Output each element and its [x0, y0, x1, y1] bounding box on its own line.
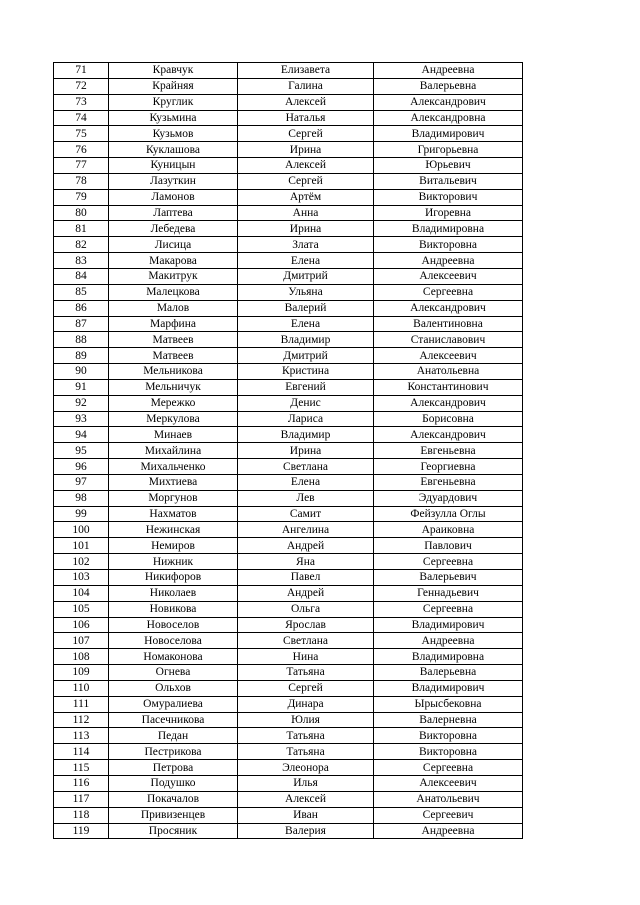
- first-name-cell: Евгений: [238, 379, 374, 395]
- last-name-cell: Лисица: [109, 237, 238, 253]
- patronymic-cell: Александрович: [374, 94, 523, 110]
- row-number-cell: 93: [54, 411, 109, 427]
- patronymic-cell: Александрович: [374, 427, 523, 443]
- first-name-cell: Ульяна: [238, 284, 374, 300]
- table-row: [54, 506, 523, 522]
- row-number-cell: 85: [54, 284, 109, 300]
- row-number-cell: 89: [54, 348, 109, 364]
- first-name-cell: Валерия: [238, 823, 374, 839]
- row-number-cell: 110: [54, 680, 109, 696]
- last-name-cell: Михтиева: [109, 474, 238, 490]
- row-number-cell: 96: [54, 459, 109, 475]
- patronymic-cell: Андреевна: [374, 633, 523, 649]
- last-name-cell: Покачалов: [109, 791, 238, 807]
- row-number-cell: 112: [54, 712, 109, 728]
- first-name-cell: Денис: [238, 395, 374, 411]
- last-name-cell: Кузьмов: [109, 126, 238, 142]
- row-number-cell: 107: [54, 633, 109, 649]
- table-row: [54, 601, 523, 617]
- last-name-cell: Ольхов: [109, 680, 238, 696]
- patronymic-cell: Сергеевна: [374, 554, 523, 570]
- patronymic-cell: Владимировна: [374, 221, 523, 237]
- patronymic-cell: Сергеевна: [374, 760, 523, 776]
- first-name-cell: Андрей: [238, 538, 374, 554]
- row-number-cell: 95: [54, 443, 109, 459]
- row-number-cell: 73: [54, 94, 109, 110]
- last-name-cell: Номаконова: [109, 649, 238, 665]
- first-name-cell: Елизавета: [238, 63, 374, 79]
- last-name-cell: Марфина: [109, 316, 238, 332]
- row-number-cell: 100: [54, 522, 109, 538]
- table-row: [54, 443, 523, 459]
- patronymic-cell: Сергеевич: [374, 807, 523, 823]
- row-number-cell: 81: [54, 221, 109, 237]
- first-name-cell: Илья: [238, 775, 374, 791]
- first-name-cell: Алексей: [238, 158, 374, 174]
- first-name-cell: Лев: [238, 490, 374, 506]
- patronymic-cell: Алексеевич: [374, 348, 523, 364]
- last-name-cell: Лаптева: [109, 205, 238, 221]
- first-name-cell: Татьяна: [238, 665, 374, 681]
- table-row: [54, 395, 523, 411]
- row-number-cell: 103: [54, 570, 109, 586]
- last-name-cell: Никифоров: [109, 570, 238, 586]
- last-name-cell: Минаев: [109, 427, 238, 443]
- first-name-cell: Злата: [238, 237, 374, 253]
- last-name-cell: Матвеев: [109, 332, 238, 348]
- first-name-cell: Елена: [238, 253, 374, 269]
- first-name-cell: Кристина: [238, 364, 374, 380]
- last-name-cell: Просяник: [109, 823, 238, 839]
- last-name-cell: Педан: [109, 728, 238, 744]
- row-number-cell: 118: [54, 807, 109, 823]
- row-number-cell: 106: [54, 617, 109, 633]
- patronymic-cell: Владимировна: [374, 649, 523, 665]
- patronymic-cell: Владимирович: [374, 126, 523, 142]
- last-name-cell: Новикова: [109, 601, 238, 617]
- row-number-cell: 76: [54, 142, 109, 158]
- table-row: [54, 237, 523, 253]
- last-name-cell: Привизенцев: [109, 807, 238, 823]
- first-name-cell: Павел: [238, 570, 374, 586]
- row-number-cell: 80: [54, 205, 109, 221]
- last-name-cell: Макитрук: [109, 268, 238, 284]
- row-number-cell: 84: [54, 268, 109, 284]
- patronymic-cell: Александрович: [374, 395, 523, 411]
- table-row: [54, 680, 523, 696]
- first-name-cell: Светлана: [238, 633, 374, 649]
- row-number-cell: 119: [54, 823, 109, 839]
- last-name-cell: Нахматов: [109, 506, 238, 522]
- patronymic-cell: Владимирович: [374, 680, 523, 696]
- last-name-cell: Лебедева: [109, 221, 238, 237]
- first-name-cell: Сергей: [238, 173, 374, 189]
- table-row: [54, 78, 523, 94]
- row-number-cell: 78: [54, 173, 109, 189]
- table-row: [54, 126, 523, 142]
- row-number-cell: 102: [54, 554, 109, 570]
- table-row: [54, 411, 523, 427]
- first-name-cell: Иван: [238, 807, 374, 823]
- patronymic-cell: Араиковна: [374, 522, 523, 538]
- last-name-cell: Малов: [109, 300, 238, 316]
- table-row: [54, 364, 523, 380]
- row-number-cell: 94: [54, 427, 109, 443]
- patronymic-cell: Викторовна: [374, 237, 523, 253]
- last-name-cell: Круглик: [109, 94, 238, 110]
- patronymic-cell: Фейзулла Оглы: [374, 506, 523, 522]
- table-row: [54, 284, 523, 300]
- patronymic-cell: Геннадьевич: [374, 585, 523, 601]
- table-row: [54, 253, 523, 269]
- table-row: [54, 110, 523, 126]
- table-row: [54, 316, 523, 332]
- table-row: [54, 728, 523, 744]
- last-name-cell: Моргунов: [109, 490, 238, 506]
- roster-table: [53, 62, 523, 839]
- last-name-cell: Мельничук: [109, 379, 238, 395]
- row-number-cell: 86: [54, 300, 109, 316]
- table-row: [54, 712, 523, 728]
- patronymic-cell: Константинович: [374, 379, 523, 395]
- last-name-cell: Меркулова: [109, 411, 238, 427]
- last-name-cell: Новоселов: [109, 617, 238, 633]
- last-name-cell: Малецкова: [109, 284, 238, 300]
- table-row: [54, 649, 523, 665]
- row-number-cell: 91: [54, 379, 109, 395]
- row-number-cell: 77: [54, 158, 109, 174]
- last-name-cell: Пестрикова: [109, 744, 238, 760]
- first-name-cell: Галина: [238, 78, 374, 94]
- last-name-cell: Немиров: [109, 538, 238, 554]
- first-name-cell: Нина: [238, 649, 374, 665]
- last-name-cell: Михальченко: [109, 459, 238, 475]
- table-row: [54, 332, 523, 348]
- row-number-cell: 101: [54, 538, 109, 554]
- table-row: [54, 427, 523, 443]
- patronymic-cell: Сергеевна: [374, 284, 523, 300]
- row-number-cell: 98: [54, 490, 109, 506]
- table-row: [54, 474, 523, 490]
- first-name-cell: Дмитрий: [238, 268, 374, 284]
- last-name-cell: Пасечникова: [109, 712, 238, 728]
- last-name-cell: Петрова: [109, 760, 238, 776]
- row-number-cell: 72: [54, 78, 109, 94]
- first-name-cell: Елена: [238, 474, 374, 490]
- first-name-cell: Ангелина: [238, 522, 374, 538]
- last-name-cell: Подушко: [109, 775, 238, 791]
- table-row: [54, 823, 523, 839]
- table-row: [54, 490, 523, 506]
- patronymic-cell: Борисовна: [374, 411, 523, 427]
- first-name-cell: Ирина: [238, 142, 374, 158]
- patronymic-cell: Григорьевна: [374, 142, 523, 158]
- row-number-cell: 108: [54, 649, 109, 665]
- table-row: [54, 665, 523, 681]
- row-number-cell: 87: [54, 316, 109, 332]
- last-name-cell: Кузьмина: [109, 110, 238, 126]
- row-number-cell: 105: [54, 601, 109, 617]
- table-row: [54, 459, 523, 475]
- last-name-cell: Макарова: [109, 253, 238, 269]
- last-name-cell: Мережко: [109, 395, 238, 411]
- table-row: [54, 570, 523, 586]
- row-number-cell: 115: [54, 760, 109, 776]
- last-name-cell: Нижник: [109, 554, 238, 570]
- patronymic-cell: Анатольевич: [374, 791, 523, 807]
- row-number-cell: 113: [54, 728, 109, 744]
- first-name-cell: Яна: [238, 554, 374, 570]
- first-name-cell: Валерий: [238, 300, 374, 316]
- last-name-cell: Ламонов: [109, 189, 238, 205]
- patronymic-cell: Валерьевна: [374, 665, 523, 681]
- table-row: [54, 348, 523, 364]
- first-name-cell: Алексей: [238, 94, 374, 110]
- table-row: [54, 807, 523, 823]
- row-number-cell: 83: [54, 253, 109, 269]
- first-name-cell: Елена: [238, 316, 374, 332]
- patronymic-cell: Эдуардович: [374, 490, 523, 506]
- patronymic-cell: Станиславович: [374, 332, 523, 348]
- row-number-cell: 75: [54, 126, 109, 142]
- patronymic-cell: Валерьевна: [374, 78, 523, 94]
- patronymic-cell: Валерневна: [374, 712, 523, 728]
- first-name-cell: Самит: [238, 506, 374, 522]
- first-name-cell: Ярослав: [238, 617, 374, 633]
- table-row: [54, 538, 523, 554]
- patronymic-cell: Игоревна: [374, 205, 523, 221]
- last-name-cell: Нежинская: [109, 522, 238, 538]
- last-name-cell: Крайняя: [109, 78, 238, 94]
- first-name-cell: Сергей: [238, 680, 374, 696]
- first-name-cell: Ирина: [238, 443, 374, 459]
- patronymic-cell: Андреевна: [374, 253, 523, 269]
- patronymic-cell: Викторовна: [374, 744, 523, 760]
- last-name-cell: Новоселова: [109, 633, 238, 649]
- row-number-cell: 90: [54, 364, 109, 380]
- first-name-cell: Владимир: [238, 427, 374, 443]
- row-number-cell: 88: [54, 332, 109, 348]
- table-row: [54, 760, 523, 776]
- first-name-cell: Юлия: [238, 712, 374, 728]
- first-name-cell: Анна: [238, 205, 374, 221]
- table-row: [54, 158, 523, 174]
- first-name-cell: Ольга: [238, 601, 374, 617]
- table-row: [54, 379, 523, 395]
- table-row: [54, 142, 523, 158]
- patronymic-cell: Александровна: [374, 110, 523, 126]
- table-row: [54, 585, 523, 601]
- first-name-cell: Светлана: [238, 459, 374, 475]
- first-name-cell: Динара: [238, 696, 374, 712]
- row-number-cell: 82: [54, 237, 109, 253]
- patronymic-cell: Александрович: [374, 300, 523, 316]
- table-row: [54, 300, 523, 316]
- first-name-cell: Татьяна: [238, 728, 374, 744]
- row-number-cell: 71: [54, 63, 109, 79]
- patronymic-cell: Алексеевич: [374, 268, 523, 284]
- table-row: [54, 617, 523, 633]
- table-row: [54, 775, 523, 791]
- roster-table-body: [54, 63, 523, 839]
- table-row: [54, 173, 523, 189]
- first-name-cell: Дмитрий: [238, 348, 374, 364]
- last-name-cell: Николаев: [109, 585, 238, 601]
- row-number-cell: 74: [54, 110, 109, 126]
- patronymic-cell: Павлович: [374, 538, 523, 554]
- row-number-cell: 109: [54, 665, 109, 681]
- table-row: [54, 633, 523, 649]
- last-name-cell: Кравчук: [109, 63, 238, 79]
- row-number-cell: 104: [54, 585, 109, 601]
- last-name-cell: Лазуткин: [109, 173, 238, 189]
- first-name-cell: Артём: [238, 189, 374, 205]
- row-number-cell: 117: [54, 791, 109, 807]
- first-name-cell: Сергей: [238, 126, 374, 142]
- row-number-cell: 97: [54, 474, 109, 490]
- last-name-cell: Мельникова: [109, 364, 238, 380]
- patronymic-cell: Юрьевич: [374, 158, 523, 174]
- table-row: [54, 791, 523, 807]
- last-name-cell: Куклашова: [109, 142, 238, 158]
- patronymic-cell: Андреевна: [374, 63, 523, 79]
- patronymic-cell: Витальевич: [374, 173, 523, 189]
- first-name-cell: Наталья: [238, 110, 374, 126]
- row-number-cell: 79: [54, 189, 109, 205]
- patronymic-cell: Викторовна: [374, 728, 523, 744]
- last-name-cell: Куницын: [109, 158, 238, 174]
- table-row: [54, 205, 523, 221]
- patronymic-cell: Алексеевич: [374, 775, 523, 791]
- patronymic-cell: Валерьевич: [374, 570, 523, 586]
- patronymic-cell: Валентиновна: [374, 316, 523, 332]
- patronymic-cell: Ырысбековна: [374, 696, 523, 712]
- last-name-cell: Омуралиева: [109, 696, 238, 712]
- table-row: [54, 554, 523, 570]
- first-name-cell: Татьяна: [238, 744, 374, 760]
- first-name-cell: Владимир: [238, 332, 374, 348]
- table-row: [54, 63, 523, 79]
- row-number-cell: 116: [54, 775, 109, 791]
- patronymic-cell: Евгеньевна: [374, 474, 523, 490]
- patronymic-cell: Георгиевна: [374, 459, 523, 475]
- table-row: [54, 221, 523, 237]
- patronymic-cell: Сергеевна: [374, 601, 523, 617]
- table-row: [54, 268, 523, 284]
- row-number-cell: 114: [54, 744, 109, 760]
- patronymic-cell: Андреевна: [374, 823, 523, 839]
- row-number-cell: 99: [54, 506, 109, 522]
- row-number-cell: 111: [54, 696, 109, 712]
- row-number-cell: 92: [54, 395, 109, 411]
- first-name-cell: Ирина: [238, 221, 374, 237]
- first-name-cell: Алексей: [238, 791, 374, 807]
- table-row: [54, 744, 523, 760]
- first-name-cell: Элеонора: [238, 760, 374, 776]
- table-row: [54, 94, 523, 110]
- patronymic-cell: Анатольевна: [374, 364, 523, 380]
- patronymic-cell: Евгеньевна: [374, 443, 523, 459]
- patronymic-cell: Владимирович: [374, 617, 523, 633]
- table-row: [54, 189, 523, 205]
- table-row: [54, 522, 523, 538]
- patronymic-cell: Викторович: [374, 189, 523, 205]
- last-name-cell: Матвеев: [109, 348, 238, 364]
- first-name-cell: Лариса: [238, 411, 374, 427]
- last-name-cell: Огнева: [109, 665, 238, 681]
- last-name-cell: Михайлина: [109, 443, 238, 459]
- first-name-cell: Андрей: [238, 585, 374, 601]
- table-row: [54, 696, 523, 712]
